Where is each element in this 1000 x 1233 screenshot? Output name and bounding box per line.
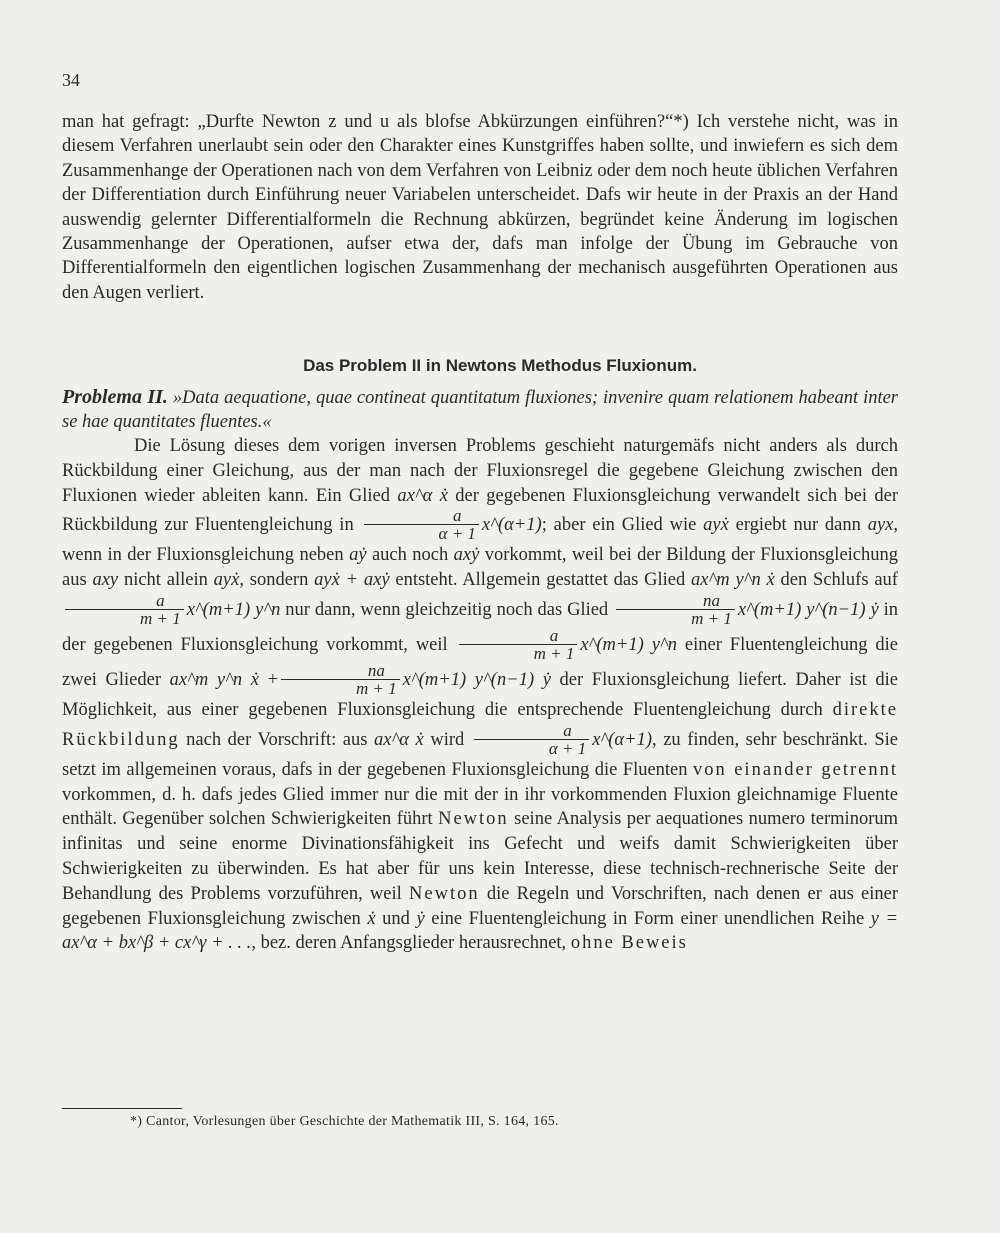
math-term: ax^α ẋ	[397, 485, 448, 506]
math-series: y = ax^α + bx^β + cx^γ + . . .	[62, 908, 899, 954]
emphasis: direkte Rückbildung	[62, 699, 898, 750]
math-term: x^(m+1) y^(n−1) ẏ	[402, 669, 551, 690]
page-number: 34	[62, 70, 80, 90]
emphasis: von einander getrennt	[693, 759, 898, 780]
footnote: *) Cantor, Vorlesungen über Geschichte der Mathematik III, S. 164, 165.	[130, 1114, 559, 1129]
section-heading: Das Problem II in Newtons Methodus Fluxionum.	[303, 356, 697, 375]
problem-label: Problema II.	[62, 386, 168, 408]
emphasis: ohne Beweis	[570, 933, 688, 954]
paragraph-intro: man hat gefragt: „Durfte Newton z und u als blofse Abkürzungen einführen?“*) Ich verstehe nicht, was in diesem Verfahren unerlaubt sein oder den Charakter eines Kunstgriffes haben sollte, und inwiefern es sich dem Zusammenhange der Operationen nach von dem Verfahren von Leibniz oder dem noch heute üblichen Verfahren der Differentiation durch Einführung neuer Variabelen unterscheidet. Dafs wir heute in der Praxis an der Hand auswendig gelernter Differentialformeln die Rechnung abkürzen, begründet keine Änderung im logischen Zusammenhange der Operationen, aufser etwa der, dafs man infolge der Übung im Gebrauche von Differentialformeln den eigentlichen logischen Zusammenhang der mechanisch ausgeführten Operationen aus den Augen verliert.	[62, 112, 898, 303]
fraction: $\frac{a}{m + 1}$	[65, 593, 184, 628]
math-term: ẏ	[416, 908, 425, 929]
math-term: aẏ	[349, 545, 367, 566]
fraction: $\frac{a}{\alpha + 1}$	[474, 723, 589, 758]
fraction: $\frac{a}{\alpha + 1}$	[364, 508, 479, 543]
math-term: ayx	[867, 515, 894, 536]
math-term: x^(m+1) y^n	[580, 634, 677, 655]
math-term: x^(m+1) y^(n−1) ẏ	[737, 599, 879, 620]
math-term: ayẋ	[703, 515, 729, 536]
math-term: ẋ	[367, 908, 376, 929]
paragraph-solution: Die Lösung dieses dem vorigen inversen Problems geschieht naturgemäfs nicht anders als durch Rückbildung einer Gleichung, aus der man nach der Fluxionsregel die gegebene Gleichung zwischen den Fluxionen wieder ableiten kann. Ein Glied ax^α ẋ der gegebenen Fluxionsgleichung verwandelt sich bei der Rückbildung zur Fluentengleichung in $\frac{a}{\alpha + 1}$ x^(α+1); aber ein Glied wie ayẋ ergiebt nur dann ayx, wenn in der Fluxionsgleichung neben aẏ auch noch axẏ vorkommt, weil bei der Bildung der Fluxionsgleichung aus axy nicht allein ayẋ, sondern ayẋ + axẏ entsteht. Allgemein gestattet das Glied ax^m y^n ẋ den Schlufs auf $\frac{a}{m + 1}$ x^(m+1) y^n nur dann, wenn gleichzeitig noch das Glied $\frac{na}{m + 1}$ x^(m+1) y^(n−1) ẏ in der gegebenen Fluxionsgleichung vorkommt, weil $\frac{a}{m + 1}$ x^(m+1) y^n einer Fluentengleichung die zwei Glieder ax^m y^n ẋ + $\frac{na}{m + 1}$ x^(m+1) y^(n−1) ẏ der Fluxionsgleichung liefert. Daher ist die Möglichkeit, aus einer gegebenen Fluxionsgleichung die entsprechende Fluentengleichung durch direkte Rückbildung nach der Vorschrift: aus ax^α ẋ wird $\frac{a}{\alpha + 1}$ x^(α+1), zu finden, sehr beschränkt. Sie setzt im allgemeinen voraus, dafs in der gegebenen Fluxionsgleichung die Fluenten von einander getrennt vorkommen, d. h. dafs jedes Glied immer nur die mit der in ihr vorkommenden Fluxion gleichnamige Fluente enthält. Gegenüber solchen Schwierigkeiten führt Newton seine Analysis per aequationes numero terminorum infinitas und seine enorme Divinationsfähigkeit ins Gefecht und weifs damit Schwierigkeiten über Schwierigkeiten zu überwinden. Es hat aber für uns kein Interesse, diese technisch-rechnerische Seite der Behandlung des Problems vorzuführen, weil Newton die Regeln und Vorschriften, nach denen er aus einer gegebenen Fluxionsgleichung zwischen ẋ und ẏ eine Fluentengleichung in Form einer unendlichen Reihe y = ax^α + bx^β + cx^γ + . . ., bez. deren Anfangsglieder herausrechnet, ohne Beweis	[62, 436, 899, 954]
math-term: ayẋ + axẏ	[314, 570, 390, 591]
math-term: ax^m y^n ẋ	[169, 669, 259, 690]
math-term: ax^α ẋ	[374, 729, 424, 750]
math-term: axy	[92, 570, 119, 591]
math-term: x^(α+1)	[481, 515, 542, 536]
footnote-rule	[62, 1108, 182, 1109]
math-term: ayẋ	[213, 570, 240, 591]
math-term: ax^m y^n ẋ	[691, 570, 775, 591]
problem-quote: »Data aequatione, quae contineat quantitatum fluxiones; invenire quam relationem habeant inter se hae quantitates fluentes.«	[62, 388, 899, 433]
problem-statement	[62, 385, 898, 435]
fraction: $\frac{a}{m + 1}$	[459, 628, 578, 663]
fraction: $\frac{na}{m + 1}$	[281, 663, 400, 698]
math-term: x^(α+1)	[592, 729, 653, 750]
author-name: Newton	[409, 883, 480, 904]
fraction: $\frac{na}{m + 1}$	[616, 593, 735, 628]
math-term: axẏ	[453, 545, 480, 566]
math-term: x^(m+1) y^n	[186, 599, 281, 620]
author-name: Newton	[438, 809, 509, 830]
